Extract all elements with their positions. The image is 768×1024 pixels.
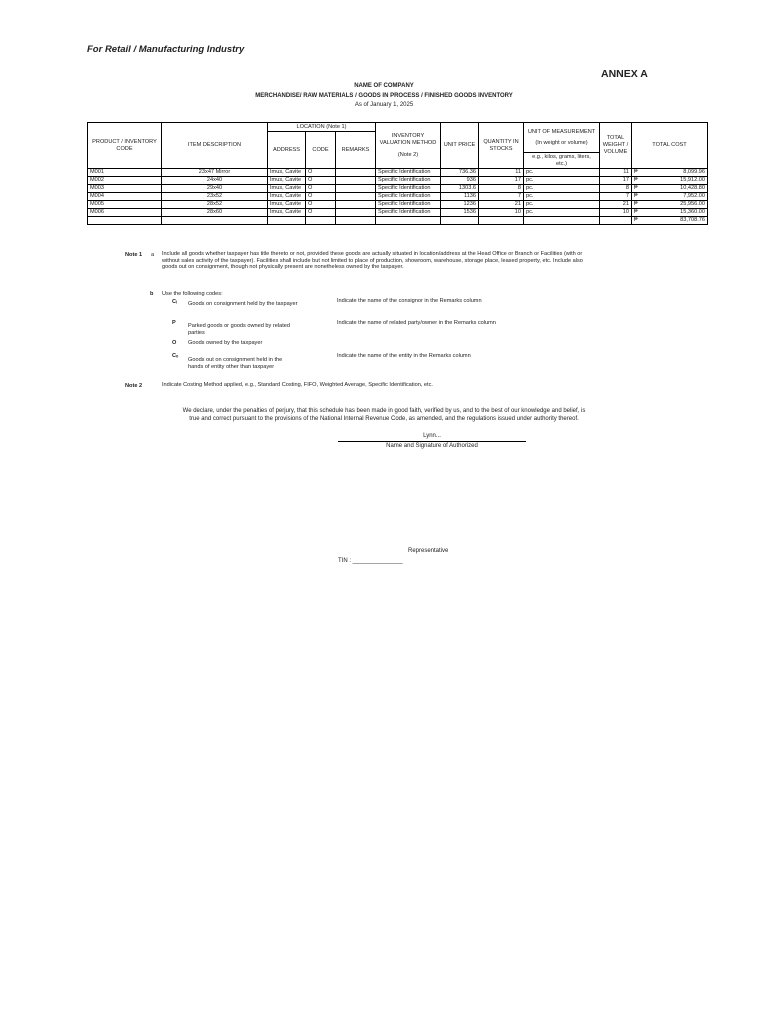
cell-qty: 11	[479, 169, 524, 177]
col-address: ADDRESS	[268, 132, 306, 169]
cell-desc: 23x47 Mirror	[162, 169, 268, 177]
uom-sub: (In weight or volume)	[535, 139, 588, 146]
company-name: NAME OF COMPANY	[354, 83, 414, 89]
cell-remarks	[336, 201, 376, 209]
cell-method: Specific Identification	[376, 177, 441, 185]
col-total-weight: TOTAL WEIGHT / VOLUME	[600, 123, 632, 169]
note1-b-intro: Use the following codes:	[162, 291, 223, 297]
cell-uom: pc.	[524, 169, 600, 177]
cell-remarks	[336, 185, 376, 193]
total-cost-value: 15,912.00	[680, 177, 705, 183]
note2-label: Note 2	[125, 383, 143, 389]
cell-qty: 17	[479, 177, 524, 185]
cell-uom: pc.	[524, 193, 600, 201]
cell-remarks	[336, 193, 376, 201]
signatory-name: Lynn...	[423, 433, 441, 439]
valuation-method-label: INVENTORY VALUATION METHOD	[379, 132, 437, 146]
cell-total-weight: 21	[600, 201, 632, 209]
grand-total-cell	[632, 217, 708, 225]
code-o: O	[172, 340, 177, 346]
note1-a-letter: a	[151, 252, 155, 258]
currency-symbol: ₱	[634, 201, 638, 207]
cell-loc-code: O	[306, 185, 336, 193]
cell-uom: pc.	[524, 209, 600, 217]
code-co: Cₒ	[172, 353, 179, 359]
note1-a-text: Include all goods whether taxpayer has title thereto or not, provided these goods are actually situated in location/address at the Head Office or Branch or Facilities (with or without sales activity of the taxpayer). Facilities shall include but not limited to place of production, showroom, warehouse, storage place, leased property, etc. Include also goods out on consignment, though not physically present are nonetheless owned by the taxpayer.	[162, 251, 583, 270]
cell-desc: 24x40	[162, 177, 268, 185]
cell-loc-code: O	[306, 209, 336, 217]
cell-price: 736.36	[441, 169, 479, 177]
signature-line	[338, 441, 526, 442]
col-code: CODE	[306, 132, 336, 169]
cell-remarks	[336, 209, 376, 217]
cell-qty: 7	[479, 193, 524, 201]
empty-cell	[441, 217, 479, 225]
cell-desc: 23x52	[162, 193, 268, 201]
cell-price: 1536	[441, 209, 479, 217]
note1-b-letter: b	[150, 291, 154, 297]
cell-method: Specific Identification	[376, 209, 441, 217]
cell-method: Specific Identification	[376, 169, 441, 177]
table-row	[88, 209, 708, 217]
empty-cell	[600, 217, 632, 225]
cell-total-cost	[632, 169, 708, 177]
cell-total-cost	[632, 185, 708, 193]
table-row	[88, 177, 708, 185]
cell-code: M002	[88, 177, 162, 185]
cell-total-weight: 17	[600, 177, 632, 185]
cell-qty: 21	[479, 201, 524, 209]
signature-caption: Name and Signature of Authorized	[386, 443, 478, 449]
representative-label: Representative	[408, 548, 449, 554]
cell-total-weight: 8	[600, 185, 632, 193]
code-ci: Cᵢ	[172, 299, 177, 305]
cell-address: Imus, Cavite	[268, 201, 306, 209]
as-of-date: As of January 1, 2025	[354, 102, 414, 108]
code-p-desc: Parked goods or goods owned by related parties	[188, 323, 290, 336]
annex-title: ANNEX A	[601, 68, 648, 80]
col-unit-price: UNIT PRICE	[441, 123, 479, 169]
declaration-line2: true and correct pursuant to the provisions of the National Internal Revenue Code, as amended, and the regulations issued under authority thereof.	[189, 416, 579, 422]
table-row	[88, 169, 708, 177]
total-cost-value: 15,360.00	[680, 209, 705, 215]
cell-code: M006	[88, 209, 162, 217]
empty-cell	[268, 217, 306, 225]
col-location: LOCATION (Note 1)	[268, 123, 376, 132]
cell-price: 1236	[441, 201, 479, 209]
col-product-code: PRODUCT / INVENTORY CODE	[88, 123, 162, 169]
currency-symbol: ₱	[634, 185, 638, 191]
cell-desc: 28x52	[162, 201, 268, 209]
cell-total-cost	[632, 201, 708, 209]
cell-method: Specific Identification	[376, 201, 441, 209]
cell-address: Imus, Cavite	[268, 185, 306, 193]
empty-cell	[162, 217, 268, 225]
uom-label: UNIT OF MEASUREMENT	[527, 128, 596, 135]
cell-total-weight: 10	[600, 209, 632, 217]
total-cost-value: 25,956.00	[680, 201, 705, 207]
tin-label: TIN : _______________	[338, 558, 403, 564]
total-cost-value: 10,428.80	[680, 185, 705, 191]
cell-method: Specific Identification	[376, 185, 441, 193]
cell-uom: pc.	[524, 177, 600, 185]
cell-total-cost	[632, 193, 708, 201]
cell-price: 1303.6	[441, 185, 479, 193]
note2-text: Indicate Costing Method applied, e.g., Standard Costing, FIFO, Weighted Average, Specific Identification, etc.	[162, 382, 433, 388]
total-cost-value: 8,099.96	[683, 169, 705, 175]
grand-total-value: 83,708.76	[680, 217, 705, 223]
empty-cell	[376, 217, 441, 225]
empty-cell	[306, 217, 336, 225]
cell-total-cost	[632, 209, 708, 217]
cell-code: M005	[88, 201, 162, 209]
code-ci-desc: Goods on consignment held by the taxpayer	[188, 301, 298, 307]
cell-desc: 29x40	[162, 185, 268, 193]
cell-address: Imus, Cavite	[268, 177, 306, 185]
uom-examples: e.g., kilos, grams, liters, etc.)	[524, 153, 600, 169]
col-unit-of-measurement	[524, 123, 600, 153]
industry-label: For Retail / Manufacturing Industry	[87, 44, 245, 55]
cell-total-cost	[632, 177, 708, 185]
table-row	[88, 201, 708, 209]
currency-symbol: ₱	[634, 209, 638, 215]
empty-cell	[479, 217, 524, 225]
cell-code: M001	[88, 169, 162, 177]
cell-total-weight: 7	[600, 193, 632, 201]
code-co-instruction: Indicate the name of the entity in the Remarks column	[337, 353, 471, 359]
cell-uom: pc.	[524, 201, 600, 209]
code-ci-instruction: Indicate the name of the consignor in the Remarks column	[337, 298, 482, 304]
cell-address: Imus, Cavite	[268, 169, 306, 177]
code-co-desc: Goods out on consignment held in the hands of entity other than taxpayer	[188, 357, 283, 370]
cell-total-weight: 11	[600, 169, 632, 177]
col-item-description: ITEM DESCRIPTION	[162, 123, 268, 169]
cell-loc-code: O	[306, 177, 336, 185]
col-remarks: REMARKS	[336, 132, 376, 169]
cell-qty: 10	[479, 209, 524, 217]
grand-total-row	[88, 217, 708, 225]
empty-cell	[524, 217, 600, 225]
currency-symbol: ₱	[634, 177, 638, 183]
inventory-title: MERCHANDISE/ RAW MATERIALS / GOODS IN PROCESS / FINISHED GOODS INVENTORY	[255, 93, 513, 99]
table-row	[88, 193, 708, 201]
cell-code: M003	[88, 185, 162, 193]
code-p: P	[172, 320, 176, 326]
col-total-cost: TOTAL COST	[632, 123, 708, 169]
cell-method: Specific Identification	[376, 193, 441, 201]
total-cost-value: 7,952.00	[683, 193, 705, 199]
cell-address: Imus, Cavite	[268, 209, 306, 217]
cell-loc-code: O	[306, 201, 336, 209]
code-o-desc: Goods owned by the taxpayer	[188, 340, 263, 346]
cell-loc-code: O	[306, 193, 336, 201]
cell-qty: 8	[479, 185, 524, 193]
note1-label: Note 1	[125, 252, 143, 258]
cell-loc-code: O	[306, 169, 336, 177]
table-row	[88, 185, 708, 193]
currency-symbol: ₱	[634, 169, 638, 175]
inventory-table	[87, 122, 708, 225]
cell-price: 936	[441, 177, 479, 185]
cell-address: Imus, Cavite	[268, 193, 306, 201]
col-quantity: QUANTITY IN STOCKS	[479, 123, 524, 169]
cell-remarks	[336, 169, 376, 177]
currency-symbol: ₱	[634, 217, 638, 223]
declaration-line1: We declare, under the penalties of perjury, that this schedule has been made in good faith, verified by us, and to the best of our knowledge and belief, is	[182, 408, 586, 414]
valuation-note: (Note 2)	[397, 151, 419, 158]
cell-code: M004	[88, 193, 162, 201]
cell-desc: 28x60	[162, 209, 268, 217]
empty-cell	[88, 217, 162, 225]
cell-price: 1136	[441, 193, 479, 201]
cell-remarks	[336, 177, 376, 185]
col-valuation-method	[376, 123, 441, 169]
empty-cell	[336, 217, 376, 225]
cell-uom: pc.	[524, 185, 600, 193]
code-p-instruction: Indicate the name of related party/owner in the Remarks column	[337, 320, 496, 326]
currency-symbol: ₱	[634, 193, 638, 199]
